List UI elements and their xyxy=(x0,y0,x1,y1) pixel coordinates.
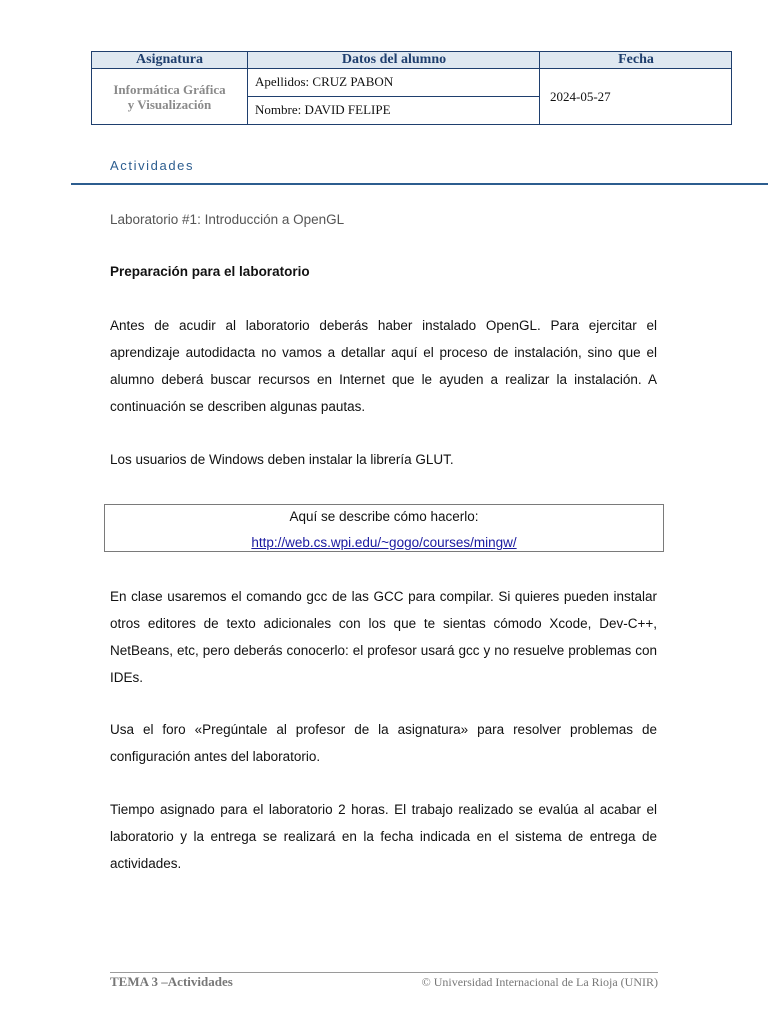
footer-topic: TEMA 3 –Actividades xyxy=(110,974,233,989)
paragraph: Los usuarios de Windows deben instalar la librería GLUT. xyxy=(110,452,454,467)
lab-title: Laboratorio #1: Introducción a OpenGL xyxy=(110,212,345,227)
footer-divider xyxy=(110,972,658,973)
paragraph: Tiempo asignado para el laboratorio 2 horas. El trabajo realizado se evalúa al acabar el laboratorio y la entrega se realizará en la fecha indicada en el sistema de entrega de actividades. xyxy=(110,802,657,871)
student-name: Nombre: DAVID FELIPE xyxy=(255,102,391,117)
prep-heading: Preparación para el laboratorio xyxy=(110,264,310,279)
info-box xyxy=(104,504,664,552)
date-cell: 2024-05-27 xyxy=(550,89,611,104)
header-table-head-row xyxy=(92,52,731,69)
student-surnames: Apellidos: CRUZ PABON xyxy=(255,74,394,89)
subject-line-2: y Visualización xyxy=(127,96,212,112)
paragraph: Antes de acudir al laboratorio deberás haber instalado OpenGL. Para ejercitar el aprendizaje autodidacta no vamos a detallar aquí el proceso de instalación, sino que el alumno deberá buscar recursos en Internet que le ayuden a realizar la instalación. A continuación se describen algunas pautas. xyxy=(110,318,657,414)
header-table xyxy=(91,51,732,125)
footer-copyright: © Universidad Internacional de La Rioja (UNIR) xyxy=(421,975,658,989)
subject-line-1: Informática Gráfica xyxy=(113,81,226,97)
info-box-text: Aquí se describe cómo hacerlo: xyxy=(289,509,479,524)
paragraph: Usa el foro «Pregúntale al profesor de la asignatura» para resolver problemas de configuración antes del laboratorio. xyxy=(110,722,657,764)
section-title: Actividades xyxy=(110,158,195,173)
paragraph: En clase usaremos el comando gcc de las GCC para compilar. Si quieres pueden instalar otros editores de texto adicionales con los que te sientas cómodo Xcode, Dev-C++, NetBeans, etc, pero deberás conocerlo: el profesor usará gcc y no resuelve problemas con IDEs. xyxy=(110,589,657,685)
section-divider xyxy=(71,183,768,185)
subject-cell xyxy=(92,69,247,124)
column-header-date: Fecha xyxy=(618,52,654,67)
install-guide-link[interactable]: http://web.cs.wpi.edu/~gogo/courses/mingw/ xyxy=(251,535,517,550)
column-header-subject: Asignatura xyxy=(136,52,203,67)
column-header-student: Datos del alumno xyxy=(341,52,447,67)
